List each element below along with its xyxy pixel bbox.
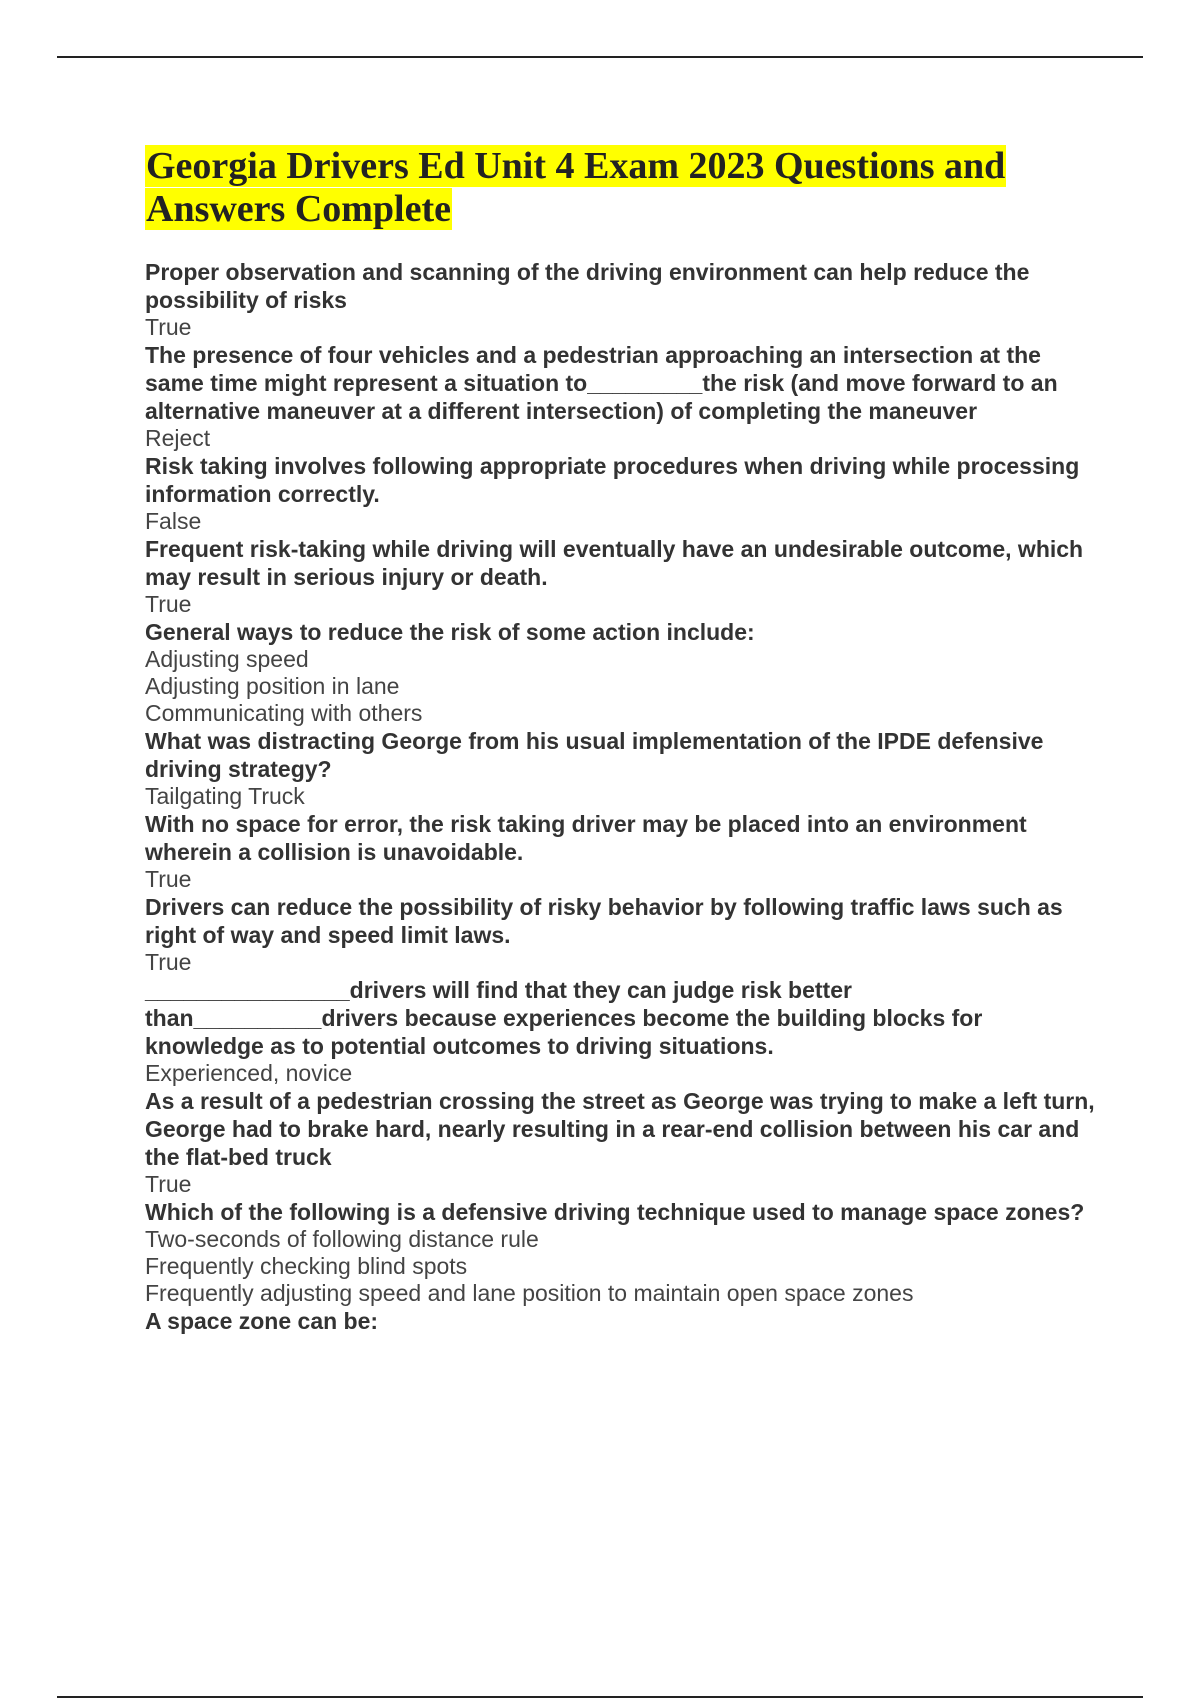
qa-item [145,1198,1095,1307]
qa-item [145,976,1095,1087]
answer-text: True [145,949,192,975]
title-block [145,145,1045,231]
question-text: What was distracting George from his usual implementation of the IPDE defensive driving strategy? [145,728,1044,782]
qa-item [145,1087,1095,1198]
question-text: Risk taking involves following appropriate procedures when driving while processing information correctly. [145,453,1080,507]
question-text: As a result of a pedestrian crossing the street as George was trying to make a left turn, George had to brake hard, nearly resulting in a rear-end collision between his car and the flat-bed truck [145,1088,1095,1170]
answer-text: Reject [145,425,211,451]
bottom-rule [57,1696,1143,1698]
answer-text: Two-seconds of following distance rule [145,1226,539,1252]
question-text: Drivers can reduce the possibility of risky behavior by following traffic laws such as right of way and speed limit laws. [145,894,1063,948]
answer-text: Experienced, novice [145,1060,353,1086]
question-text: General ways to reduce the risk of some action include: [145,619,755,645]
question-text: ________________drivers will find that they can judge risk better than__________drivers because experiences become the building blocks for knowledge as to potential outcomes to driving situations. [145,977,983,1059]
question-text: Proper observation and scanning of the driving environment can help reduce the possibility of risks [145,259,1030,313]
answer-text: True [145,1171,192,1197]
question-text: Which of the following is a defensive driving technique used to manage space zones? [145,1199,1085,1225]
answer-text: Tailgating Truck [145,783,305,809]
top-rule [57,56,1143,58]
answer-text: True [145,591,192,617]
question-text: The presence of four vehicles and a pedestrian approaching an intersection at the same time might represent a situation to_________the risk (and move forward to an alternative maneuver at a different intersection) of completing the maneuver [145,342,1058,424]
qa-item [145,893,1095,976]
answer-text: Frequently checking blind spots [145,1253,468,1279]
qa-item [145,341,1095,452]
answer-text: Adjusting position in lane [145,673,400,699]
answer-text: True [145,314,192,340]
answer-text: Adjusting speed [145,646,309,672]
title-highlight: Georgia Drivers Ed Unit 4 Exam 2023 Questions and Answers Complete [146,145,1006,230]
answer-text: Frequently adjusting speed and lane position to maintain open space zones [145,1280,914,1306]
qa-item [145,258,1095,341]
qa-item [145,1307,1095,1335]
question-text: With no space for error, the risk taking driver may be placed into an environment wherein a collision is unavoidable. [145,811,1027,865]
answer-text: Communicating with others [145,700,423,726]
question-text: Frequent risk-taking while driving will eventually have an undesirable outcome, which may result in serious injury or death. [145,536,1084,590]
qa-item [145,452,1095,535]
qa-item [145,535,1095,618]
answer-text: True [145,866,192,892]
question-text: A space zone can be: [145,1308,379,1334]
qa-item [145,618,1095,727]
document-title [145,145,1045,231]
qa-list [145,258,1095,1335]
answer-text: False [145,508,202,534]
qa-item [145,810,1095,893]
qa-item [145,727,1095,810]
